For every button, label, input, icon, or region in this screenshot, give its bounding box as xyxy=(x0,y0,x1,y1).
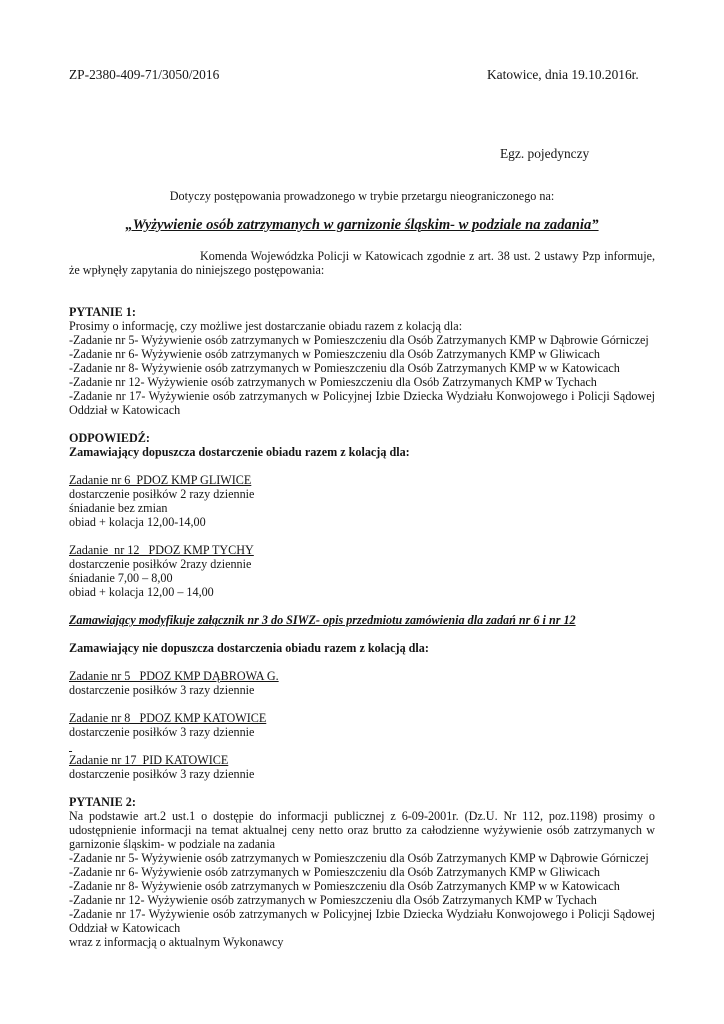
allowed-task-detail: śniadanie bez zmian xyxy=(69,501,168,515)
question-2-task: -Zadanie nr 8- Wyżywienie osób zatrzymanych w Pomieszczeniu dla Osób Zatrzymanych KMP w w Katowicach xyxy=(69,879,620,893)
reference-number: ZP-2380-409-71/3050/2016 xyxy=(69,67,220,82)
place-date: Katowice, dnia 19.10.2016r. xyxy=(487,67,639,82)
question-1-task: -Zadanie nr 17- Wyżywienie osób zatrzymanych w Policyjnej Izbie Dziecka Wydziału Konwojowego i Policji Sądowej Oddział w Katowicach xyxy=(69,389,655,417)
question-2-task: -Zadanie nr 17- Wyżywienie osób zatrzymanych w Policyjnej Izbie Dziecka Wydziału Konwojowego i Policji Sądowej Oddział w Katowicach xyxy=(69,907,655,935)
subject-intro: Dotyczy postępowania prowadzonego w trybie przetargu nieograniczonego na: xyxy=(169,189,555,203)
allowed-heading: Zamawiający dopuszcza dostarczenie obiadu razem z kolacją dla: xyxy=(69,445,410,459)
copy-label: Egz. pojedynczy xyxy=(500,146,590,161)
not-allowed-task-title: Zadanie nr 8 PDOZ KMP KATOWICE xyxy=(69,711,267,725)
allowed-task-detail: dostarczenie posiłków 2razy dziennie xyxy=(69,557,252,571)
not-allowed-task-detail: dostarczenie posiłków 3 razy dziennie xyxy=(69,725,255,739)
not-allowed-task-detail: dostarczenie posiłków 3 razy dziennie xyxy=(69,767,255,781)
allowed-task-title: Zadanie nr 6 PDOZ KMP GLIWICE xyxy=(69,473,252,487)
allowed-task-title: Zadanie nr 12 PDOZ KMP TYCHY xyxy=(69,543,254,557)
allowed-task-detail: dostarczenie posiłków 2 razy dziennie xyxy=(69,487,255,501)
empty-underline xyxy=(69,739,72,753)
allowed-task-detail: obiad + kolacja 12,00 – 14,00 xyxy=(69,585,214,599)
question-1-heading: PYTANIE 1: xyxy=(69,305,136,319)
question-2-task: -Zadanie nr 12- Wyżywienie osób zatrzymanych w Pomieszczeniu dla Osób Zatrzymanych KMP w Tychach xyxy=(69,893,597,907)
not-allowed-task-17 xyxy=(69,753,655,781)
allowed-task-12 xyxy=(69,543,655,599)
not-allowed-heading: Zamawiający nie dopuszcza dostarczenia obiadu razem z kolacją dla: xyxy=(69,641,429,655)
question-1-task: -Zadanie nr 12- Wyżywienie osób zatrzymanych w Pomieszczeniu dla Osób Zatrzymanych KMP w Tychach xyxy=(69,375,597,389)
tender-title: „Wyżywienie osób zatrzymanych w garnizonie śląskim- w podziale na zadania” xyxy=(125,217,599,233)
question-2-heading: PYTANIE 2: xyxy=(69,795,136,809)
question-2-text: Na podstawie art.2 ust.1 o dostępie do informacji publicznej z 6-09-2001r. (Dz.U. Nr 112, poz.1198) prosimy o udostępnienie informacji na temat aktualnej ceny netto oraz brutto za całodzienne wyżywienie osób zatrzymanych w garnizonie śląskim- w podziale na zadania xyxy=(69,809,655,851)
answer-heading: ODPOWIEDŹ: xyxy=(69,431,150,445)
question-1-task: -Zadanie nr 8- Wyżywienie osób zatrzymanych w Pomieszczeniu dla Osób Zatrzymanych KMP w w Katowicach xyxy=(69,361,620,375)
allowed-task-detail: obiad + kolacja 12,00-14,00 xyxy=(69,515,206,529)
allowed-task-detail: śniadanie 7,00 – 8,00 xyxy=(69,571,173,585)
document-body xyxy=(69,249,655,949)
not-allowed-task-8 xyxy=(69,711,655,739)
not-allowed-task-title: Zadanie nr 17 PID KATOWICE xyxy=(69,753,229,767)
question-2-task: -Zadanie nr 5- Wyżywienie osób zatrzymanych w Pomieszczeniu dla Osób Zatrzymanych KMP w Dąbrowie Górniczej xyxy=(69,851,649,865)
question-2-closing: wraz z informacją o aktualnym Wykonawcy xyxy=(69,935,284,949)
not-allowed-task-detail: dostarczenie posiłków 3 razy dziennie xyxy=(69,683,255,697)
question-1-task: -Zadanie nr 6- Wyżywienie osób zatrzymanych w Pomieszczeniu dla Osób Zatrzymanych KMP w Gliwicach xyxy=(69,347,600,361)
modification-note: Zamawiający modyfikuje załącznik nr 3 do SIWZ- opis przedmiotu zamówienia dla zadań nr 6 i nr 12 xyxy=(69,613,576,627)
not-allowed-task-title: Zadanie nr 5 PDOZ KMP DĄBROWA G. xyxy=(69,669,279,683)
question-2 xyxy=(69,795,655,949)
allowed-task-6 xyxy=(69,473,655,529)
notice-paragraph: Komenda Wojewódzka Policji w Katowicach zgodnie z art. 38 ust. 2 ustawy Pzp informuje, że wpłynęły zapytania do niniejszego postępowania: xyxy=(69,249,655,277)
question-2-task: -Zadanie nr 6- Wyżywienie osób zatrzymanych w Pomieszczeniu dla Osób Zatrzymanych KMP w Gliwicach xyxy=(69,865,600,879)
question-1-text: Prosimy o informację, czy możliwe jest dostarczanie obiadu razem z kolacją dla: xyxy=(69,319,463,333)
not-allowed-task-5 xyxy=(69,669,655,697)
answer-1 xyxy=(69,431,655,781)
question-1 xyxy=(69,305,655,417)
question-1-task: -Zadanie nr 5- Wyżywienie osób zatrzymanych w Pomieszczeniu dla Osób Zatrzymanych KMP w Dąbrowie Górniczej xyxy=(69,333,649,347)
